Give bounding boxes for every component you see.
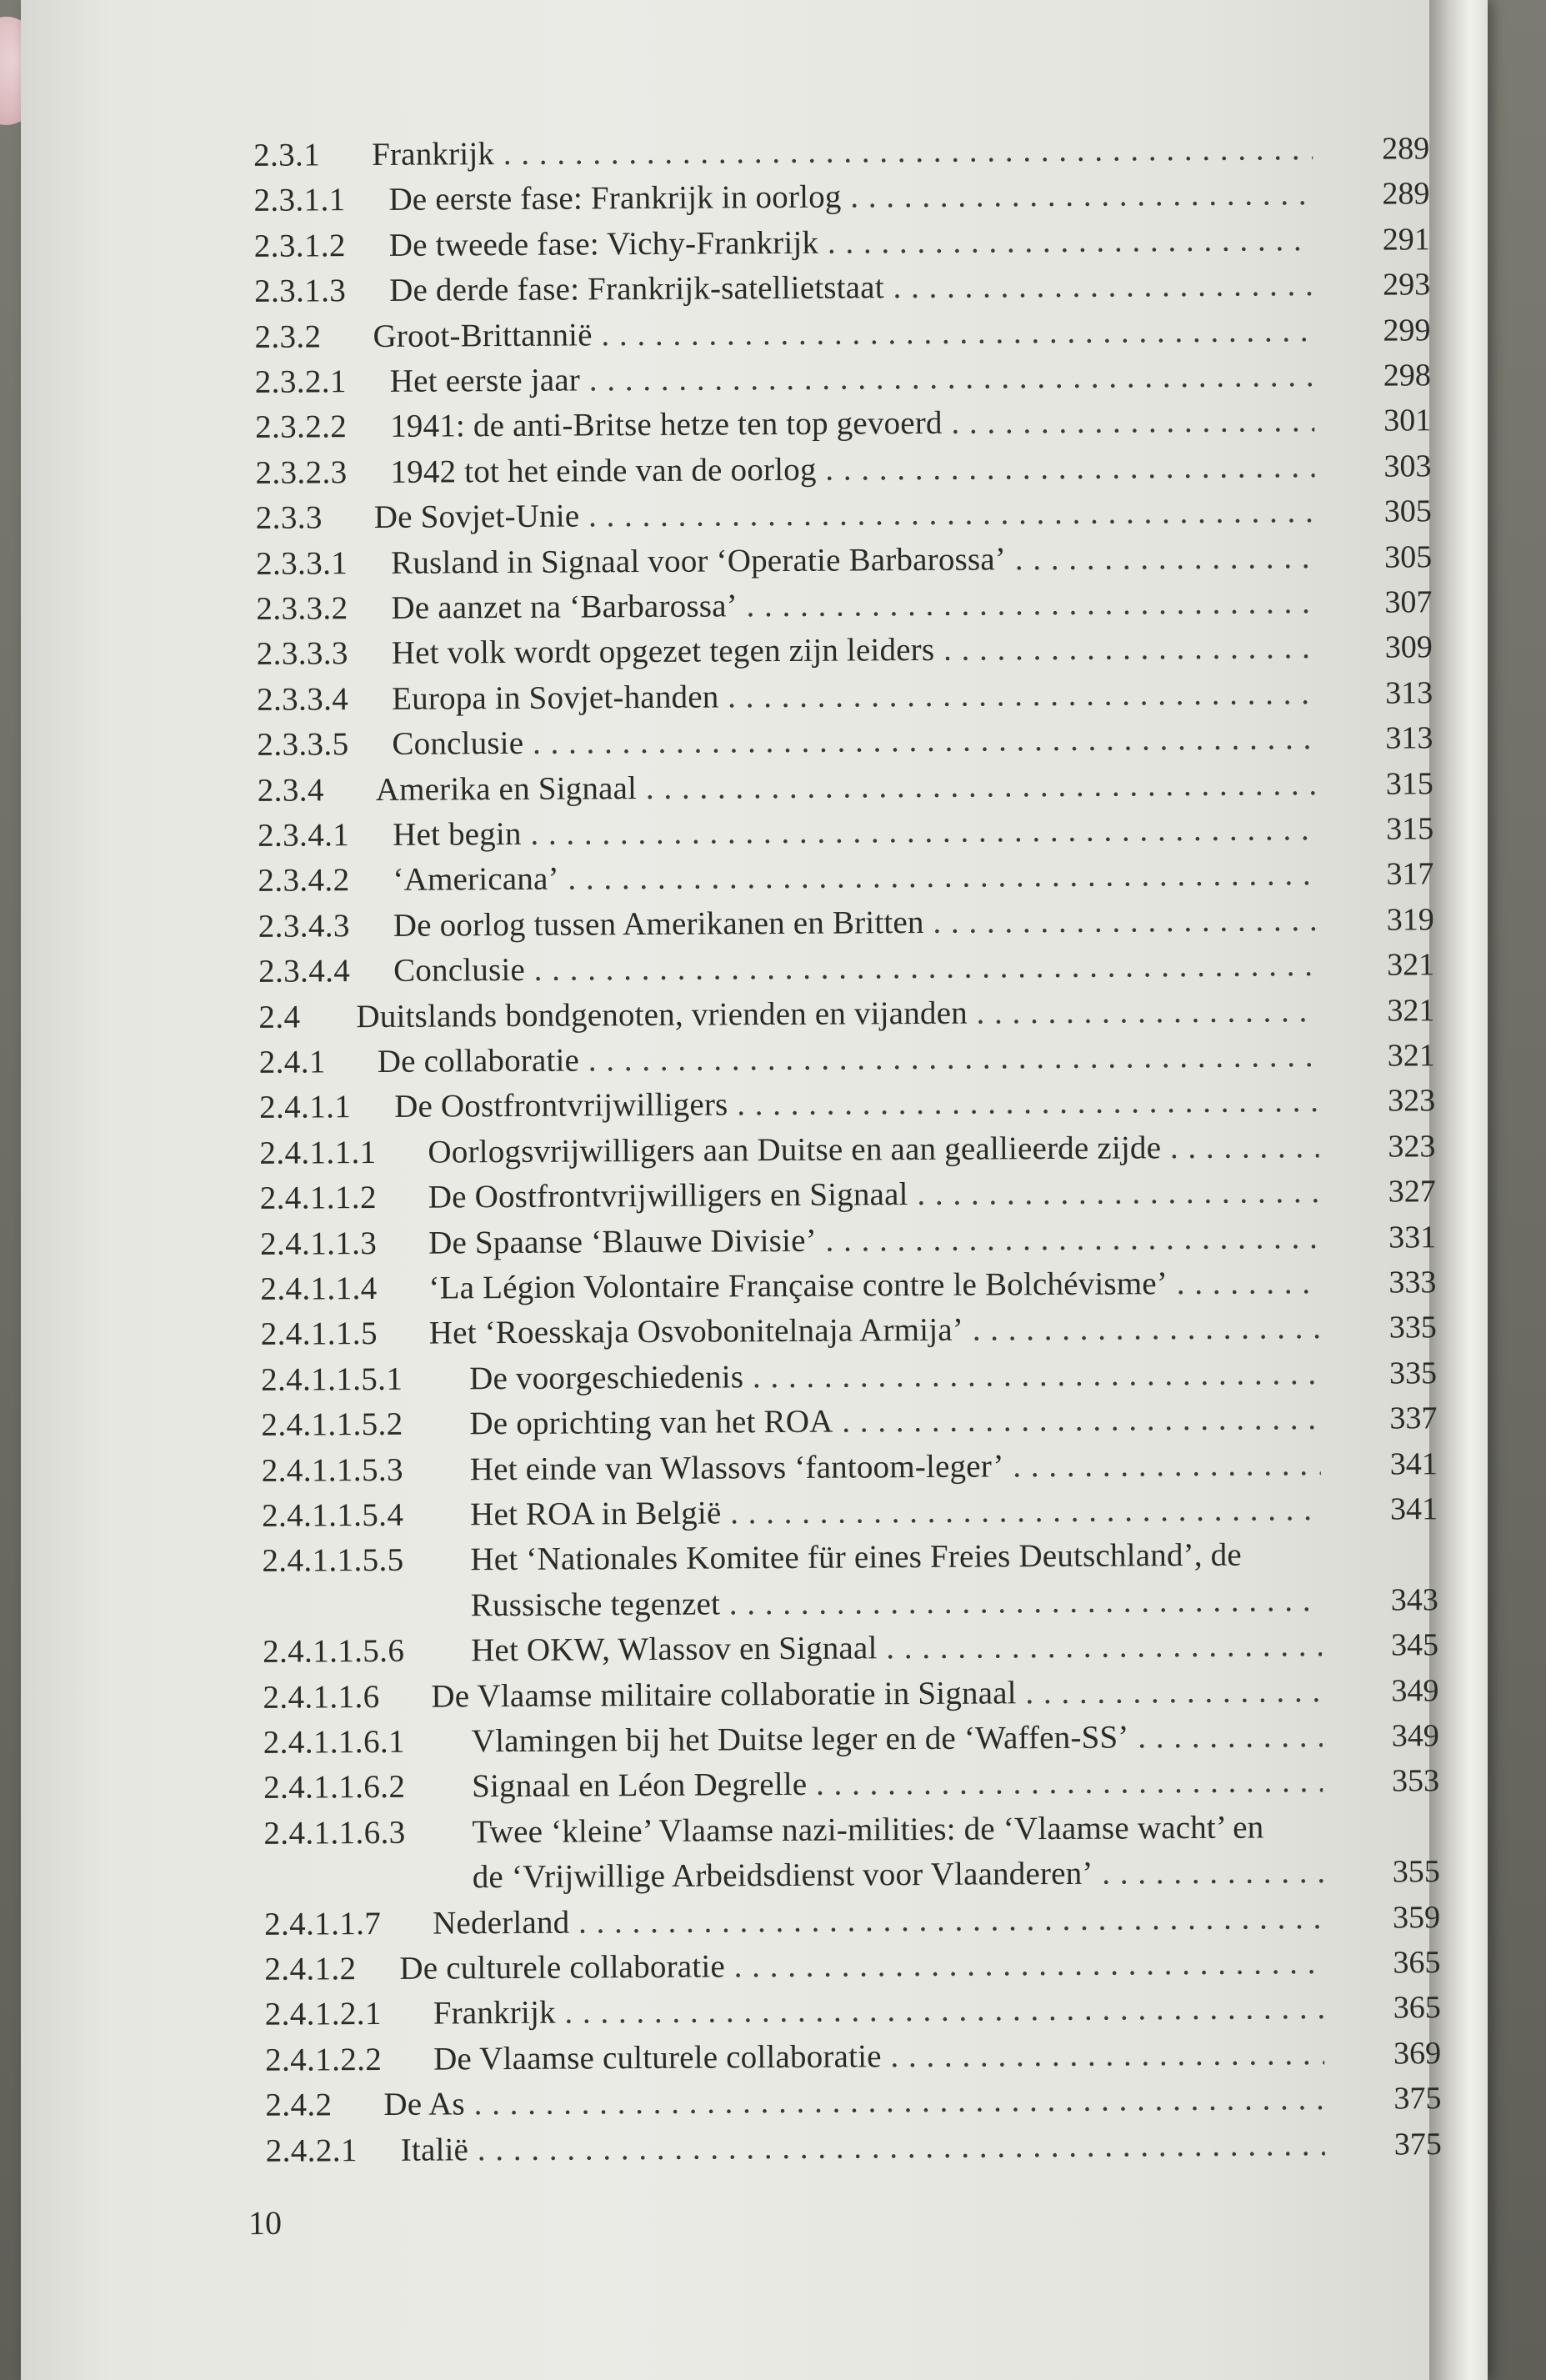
toc-entry-number: 2.3.4.1 <box>258 817 350 854</box>
toc-entry-title: De aanzet na ‘Barbarossa’ . . . <box>391 580 1315 631</box>
toc-entry <box>233 126 1463 178</box>
toc-entry-title: Vlamingen bij het Duitse leger en de ‘Waffen-SS’ . . . <box>472 1714 1323 1764</box>
toc-entry <box>233 171 1463 223</box>
toc-entry-title: De collaboratie . . . <box>378 1034 1318 1085</box>
toc-entry-number: 2.4.1.1.1 <box>259 1134 377 1171</box>
toc-entry-page: 301 <box>1383 403 1432 438</box>
toc-entry-number: 2.4.1.1.3 <box>260 1225 378 1262</box>
toc-entry-page: 345 <box>1390 1627 1439 1663</box>
toc-entry-number: 2.3.2 <box>254 318 322 355</box>
toc-entry <box>234 308 1463 360</box>
toc-entry-page: 365 <box>1393 1990 1441 2026</box>
toc-entry-title: Nederland . . . <box>433 1896 1323 1947</box>
toc-entry-title: De derde fase: Frankrijk-satellietstaat . . . <box>389 263 1313 313</box>
toc-entry-title: ‘La Légion Volontaire Française contre le Bolchévisme’ . . . <box>428 1260 1319 1311</box>
toc-entry <box>243 1713 1473 1766</box>
toc-entry-title: De oorlog tussen Amerikanen en Britten . . . <box>393 898 1318 949</box>
toc-entry-title: Het begin . . . <box>393 807 1317 858</box>
toc-entry-page: 307 <box>1384 584 1433 620</box>
toc-entry-page: 333 <box>1388 1265 1437 1300</box>
toc-entry-title: Signaal en Léon Degrelle . . . <box>472 1759 1323 1809</box>
toc-entry-number: 2.4.1.1.5.2 <box>261 1405 403 1444</box>
toc-entry-page: 321 <box>1386 947 1435 983</box>
toc-entry-number: 2.4.1.1.5.3 <box>261 1451 404 1489</box>
toc-entry-page: 313 <box>1385 720 1433 756</box>
toc-entry-number: 2.4.2.1 <box>265 2132 358 2169</box>
toc-entry-title: De oprichting van het ROA . . . <box>469 1396 1320 1446</box>
toc-entry-title: Het eerste jaar . . . <box>390 353 1314 404</box>
toc-entry <box>242 1486 1471 1539</box>
toc-entry <box>243 1577 1472 1630</box>
toc-entry <box>238 897 1468 949</box>
toc-entry-title: Italië . . . <box>401 2122 1325 2173</box>
toc-entry <box>244 1849 1473 1901</box>
toc-entry-page: 335 <box>1388 1355 1438 1391</box>
toc-entry-page: 349 <box>1391 1718 1439 1754</box>
toc-entry-title: Het OKW, Wlassov en Signaal . . . <box>471 1623 1322 1673</box>
toc-entry-page: 303 <box>1383 448 1432 484</box>
toc-entry-title: De culturele collaboratie . . . <box>399 1941 1323 1992</box>
toc-entry-number: 2.4.1.1.2 <box>259 1180 378 1217</box>
toc-entry-title: Oorlogsvrijwilligers aan Duitse en aan geallieerde zijde . . . <box>428 1125 1318 1175</box>
toc-entry-title: Het ‘Nationales Komitee für eines Freies Deutschland’, de <box>470 1537 1243 1578</box>
toc-entry-title: Groot-Brittannië . . . <box>373 308 1313 359</box>
toc-entry <box>243 1668 1472 1721</box>
toc-entry-number: 2.3.4 <box>257 771 324 809</box>
toc-entry-number: 2.4.1.1.7 <box>263 1905 382 1942</box>
toc-entry <box>236 489 1465 541</box>
toc-entry-page: 331 <box>1388 1219 1437 1255</box>
toc-entry-number: 2.3.1.3 <box>254 273 347 310</box>
toc-entry-number: 2.4.1.1.5.6 <box>262 1632 405 1671</box>
toc-entry <box>239 1033 1468 1085</box>
toc-entry-page: 327 <box>1388 1174 1436 1210</box>
toc-entry-number: 2.4.1.1.6 <box>263 1678 380 1716</box>
toc-entry <box>236 534 1465 587</box>
page-number: 10 <box>248 2203 283 2242</box>
toc-entry-number: 2.4.1.2.1 <box>264 1996 383 2033</box>
toc-entry-page: 335 <box>1388 1310 1437 1345</box>
toc-entry-page: 321 <box>1387 1038 1435 1074</box>
toc-entry-title: De Vlaamse militaire collaboratie in Signaal . . . <box>431 1669 1322 1720</box>
toc-entry-page: 375 <box>1393 2081 1442 2117</box>
toc-entry-title: De Oostfrontvrijwilligers . . . <box>394 1079 1318 1130</box>
toc-entry-title: De tweede fase: Vichy-Frankrijk . . . <box>389 218 1313 268</box>
toc-entry <box>245 2031 1474 2083</box>
toc-entry <box>239 1124 1468 1176</box>
toc-entry <box>239 1078 1468 1130</box>
toc-entry-page: 341 <box>1389 1446 1438 1482</box>
toc-entry <box>235 353 1464 405</box>
toc-entry <box>241 1305 1470 1357</box>
toc-entry-number: 2.3.1.2 <box>253 227 347 264</box>
toc-entry-number: 2.4 <box>258 999 301 1035</box>
toc-entry-page: 323 <box>1388 1129 1436 1165</box>
toc-entry-title: Het ROA in België . . . <box>470 1487 1321 1537</box>
toc-entry <box>244 1940 1473 1992</box>
toc-entry <box>237 715 1466 768</box>
toc-entry-number: 2.4.1.1.4 <box>260 1270 378 1307</box>
toc-entry-number: 2.3.1 <box>253 137 321 173</box>
toc-entry-page: 298 <box>1383 358 1431 393</box>
toc-entry-title: Het einde van Wlassovs ‘fantoom-leger’ . . . <box>470 1442 1321 1492</box>
toc-entry-title: De Sovjet-Unie . . . <box>374 489 1315 540</box>
toc-entry-page: 359 <box>1392 1899 1441 1936</box>
toc-entry <box>238 988 1468 1040</box>
toc-entry-number: 2.3.4.2 <box>258 862 350 899</box>
toc-entry-page: 305 <box>1384 539 1433 575</box>
toc-entry-page: 375 <box>1393 2126 1442 2162</box>
toc-entry-number: 2.3.3.2 <box>256 590 348 627</box>
toc-entry-page: 309 <box>1384 629 1433 665</box>
toc-entry-number: 2.4.1 <box>258 1044 326 1080</box>
toc-entry <box>235 398 1464 450</box>
toc-entry-number: 2.4.1.2.2 <box>264 2041 383 2078</box>
toc-entry-title: de ‘Vrijwillige Arbeidsdienst voor Vlaanderen’ . . . <box>473 1850 1323 1900</box>
toc-entry-title: Frankrijk . . . <box>433 1986 1324 2037</box>
toc-entry-page: 349 <box>1391 1672 1439 1709</box>
toc-entry-page: 291 <box>1382 222 1430 258</box>
toc-entry-title: Europa in Sovjet-handen . . . <box>392 671 1316 722</box>
toc-entry <box>240 1169 1469 1221</box>
toc-entry-number: 2.4.2 <box>265 2087 333 2123</box>
toc-entry-page: 315 <box>1385 811 1434 847</box>
toc-entry <box>245 2076 1474 2128</box>
toc-entry-title: Rusland in Signaal voor ‘Operatie Barbarossa’ . . . <box>391 535 1315 586</box>
toc-entry-title: De As . . . <box>383 2077 1324 2127</box>
toc-entry <box>243 1804 1473 1856</box>
toc-entry-title: Twee ‘kleine’ Vlaamse nazi-milities: de ‘Vlaamse wacht’ en <box>472 1809 1264 1851</box>
toc-entry-page: 323 <box>1387 1083 1436 1119</box>
toc-entry <box>241 1350 1470 1403</box>
toc-entry-number: 2.3.2.3 <box>255 453 348 491</box>
toc-entry-number: 2.4.1.1.6.1 <box>263 1723 406 1761</box>
toc-entry-page: 365 <box>1393 1945 1441 1981</box>
toc-entry-number: 2.4.1.1.5.5 <box>262 1542 404 1580</box>
toc-entry <box>234 262 1463 314</box>
toc-entry-page: 317 <box>1386 856 1434 892</box>
toc-entry-page: 353 <box>1391 1763 1440 1799</box>
toc-entry <box>237 670 1466 723</box>
toc-entry-page: 321 <box>1387 992 1435 1029</box>
toc-entry-number: 2.3.4.4 <box>258 953 351 990</box>
toc-entry-number: 2.3.3.5 <box>257 726 349 764</box>
toc-entry <box>242 1531 1471 1584</box>
toc-entry <box>234 217 1463 269</box>
toc-entry-number: 2.4.1.1.6.3 <box>263 1814 406 1851</box>
toc-entry-title: ‘Americana’ . . . <box>393 852 1317 903</box>
toc-entry-number: 2.3.1.1 <box>253 182 346 219</box>
toc-entry-title: De Vlaamse culturele collaboratie . . . <box>433 2032 1324 2082</box>
toc-entry-page: 315 <box>1385 765 1433 802</box>
toc-entry-page: 299 <box>1383 312 1431 348</box>
toc-entry <box>242 1441 1471 1494</box>
toc-entry <box>238 851 1467 904</box>
toc-entry-number: 2.4.1.1.5 <box>260 1315 378 1353</box>
toc-entry-title: De voorgeschiedenis . . . <box>469 1351 1320 1401</box>
toc-entry-title: Conclusie . . . <box>393 943 1318 994</box>
table-of-contents <box>233 126 1475 2201</box>
toc-entry-page: 369 <box>1393 2035 1442 2072</box>
toc-entry-title: De Oostfrontvrijwilligers en Signaal . . . <box>428 1170 1319 1220</box>
toc-entry <box>244 1895 1473 1947</box>
toc-entry <box>241 1395 1470 1448</box>
toc-entry-page: 343 <box>1390 1581 1438 1618</box>
toc-entry-page: 289 <box>1382 131 1430 167</box>
toc-entry-number: 2.3.3.3 <box>256 635 349 673</box>
toc-entry-number: 2.3.3.4 <box>257 680 349 718</box>
toc-entry-page: 305 <box>1383 494 1432 529</box>
toc-entry-title: Russische tegenzet . . . <box>471 1578 1322 1628</box>
toc-entry-number: 2.3.2.2 <box>255 408 348 446</box>
toc-entry-page: 337 <box>1389 1400 1438 1436</box>
toc-entry-title: Conclusie . . . <box>392 716 1316 767</box>
toc-entry <box>245 1985 1474 2037</box>
toc-entry-number: 2.4.1.1.5.1 <box>261 1360 403 1398</box>
toc-entry <box>240 1260 1469 1312</box>
toc-entry-number: 2.3.3.1 <box>256 544 348 582</box>
toc-entry-number: 2.3.2.1 <box>254 363 348 400</box>
toc-entry <box>237 624 1466 677</box>
toc-entry-title: De Spaanse ‘Blauwe Divisie’ . . . <box>428 1215 1319 1266</box>
toc-entry <box>240 1215 1469 1267</box>
toc-entry-title: 1942 tot het einde van de oorlog . . . <box>390 444 1314 495</box>
toc-entry <box>238 942 1468 995</box>
toc-entry-number: 2.4.1.2 <box>264 1951 357 1987</box>
toc-entry-number: 2.3.3 <box>255 499 323 537</box>
toc-entry-page: 289 <box>1382 176 1430 212</box>
toc-entry-title: Duitslands bondgenoten, vrienden en vijanden . . . <box>356 989 1318 1040</box>
toc-entry-number: 2.4.1.1 <box>259 1089 352 1126</box>
toc-entry <box>246 2122 1475 2174</box>
toc-entry-number: 2.3.4.3 <box>258 907 351 944</box>
toc-entry-title: Het volk wordt opgezet tegen zijn leiders . . . <box>392 625 1316 676</box>
toc-entry <box>236 579 1465 632</box>
toc-entry-page: 341 <box>1389 1491 1438 1527</box>
toc-entry-title: Frankrijk . . . <box>372 127 1313 178</box>
toc-entry-title: De eerste fase: Frankrijk in oorlog . . . <box>388 172 1313 223</box>
toc-entry <box>238 761 1467 814</box>
toc-entry <box>238 806 1467 859</box>
toc-entry-title: Het ‘Roesskaja Osvobonitelnaja Armija’ . . . <box>429 1305 1320 1356</box>
toc-entry-page: 293 <box>1383 267 1431 303</box>
toc-entry <box>243 1622 1472 1675</box>
toc-entry-page: 313 <box>1384 675 1433 711</box>
toc-entry-number: 2.4.1.1.6.2 <box>263 1769 406 1806</box>
toc-entry <box>243 1758 1473 1811</box>
toc-entry-number: 2.4.1.1.5.4 <box>261 1496 404 1534</box>
toc-entry <box>235 443 1464 496</box>
toc-entry-title: Amerika en Signaal . . . <box>376 762 1317 813</box>
toc-entry-page: 319 <box>1386 902 1434 938</box>
toc-entry-page: 355 <box>1392 1854 1440 1890</box>
toc-entry-title: 1941: de anti-Britse hetze ten top gevoerd . . . <box>390 398 1314 449</box>
